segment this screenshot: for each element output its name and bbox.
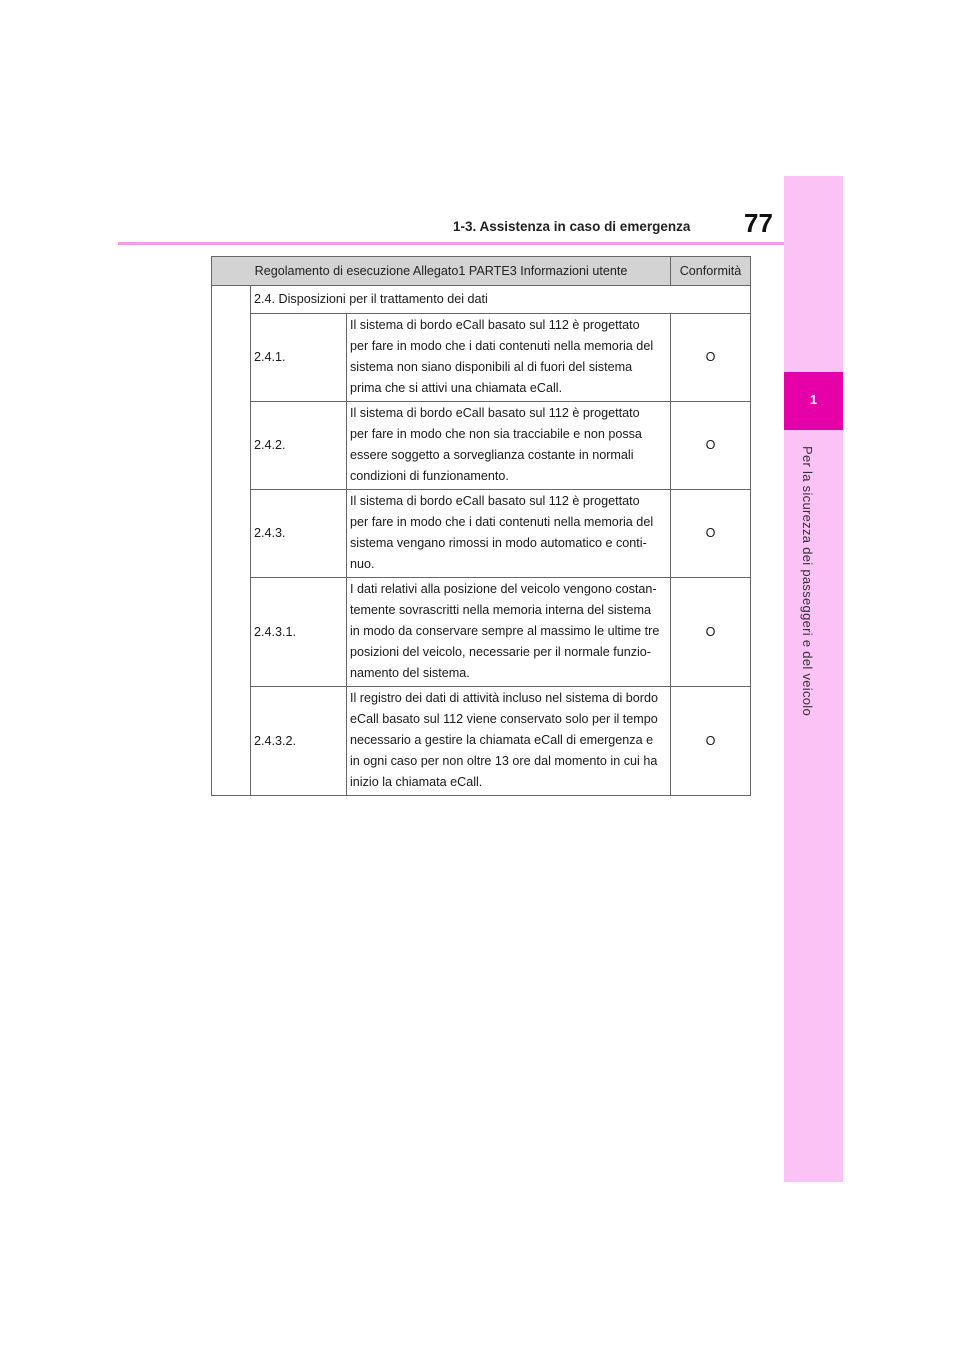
table-row [212,578,751,687]
row-text-line: nuo. [350,557,375,571]
row-text-line: posizioni del veicolo, necessarie per il normale funzio- [350,645,652,659]
row-text-line: necessario a gestire la chiamata eCall di emergenza e [350,733,654,747]
row-number: 2.4.1. [251,314,347,402]
row-conformity: O [671,687,751,796]
row-conformity: O [671,314,751,402]
row-number: 2.4.3. [251,490,347,578]
row-text [347,402,671,490]
table-row [212,490,751,578]
row-text-line: condizioni di funzionamento. [350,469,509,483]
blank-cell [212,286,251,796]
row-text-line: Il sistema di bordo eCall basato sul 112 è progettato [350,406,640,420]
row-text-line: inizio la chiamata eCall. [350,775,483,789]
row-text-line: Il sistema di bordo eCall basato sul 112 è progettato [350,494,640,508]
page-number: 77 [744,208,773,238]
row-text [347,314,671,402]
regulation-table [211,256,751,796]
row-text-line: Il registro dei dati di attività incluso nel sistema di bordo [350,691,658,705]
row-text-line: essere soggetto a sorveglianza costante in normali [350,448,634,462]
table-row [212,687,751,796]
row-text-line: in ogni caso per non oltre 13 ore dal momento in cui ha [350,754,658,768]
row-text-line: in modo da conservare sempre al massimo le ultime tre [350,624,660,638]
row-text-line: Il sistema di bordo eCall basato sul 112 è progettato [350,318,640,332]
table-header-row [212,257,751,286]
row-number: 2.4.3.1. [251,578,347,687]
chapter-title: Per la sicurezza dei passeggeri e del veicolo [800,446,815,717]
row-text-line: per fare in modo che i dati contenuti nella memoria del [350,339,654,353]
row-text [347,687,671,796]
row-number: 2.4.2. [251,402,347,490]
table-row [212,286,751,314]
row-number: 2.4.3.2. [251,687,347,796]
row-text-line: sistema vengano rimossi in modo automatico e conti- [350,536,647,550]
row-text-line: per fare in modo che non sia tracciabile e non possa [350,427,642,441]
row-conformity: O [671,578,751,687]
sub-heading: 2.4. Disposizioni per il trattamento dei dati [251,286,751,314]
header-conformity: Conformità [671,257,751,286]
table-row [212,314,751,402]
table-row [212,402,751,490]
row-text-line: temente sovrascritti nella memoria interna del sistema [350,603,651,617]
row-text [347,490,671,578]
header-divider [118,242,784,245]
row-conformity: O [671,402,751,490]
row-text-line: I dati relativi alla posizione del veicolo vengono costan- [350,582,657,596]
row-text-line: per fare in modo che i dati contenuti nella memoria del [350,515,654,529]
row-text-line: sistema non siano disponibili al di fuori del sistema [350,360,633,374]
section-title: 1-3. Assistenza in caso di emergenza [453,219,691,234]
row-text-line: namento del sistema. [350,666,470,680]
row-conformity: O [671,490,751,578]
row-text-line: eCall basato sul 112 viene conservato solo per il tempo [350,712,658,726]
row-text [347,578,671,687]
chapter-number: 1 [809,392,818,407]
row-text-line: prima che si attivi una chiamata eCall. [350,381,563,395]
header-regulation: Regolamento di esecuzione Allegato1 PARTE3 Informazioni utente [212,257,671,286]
